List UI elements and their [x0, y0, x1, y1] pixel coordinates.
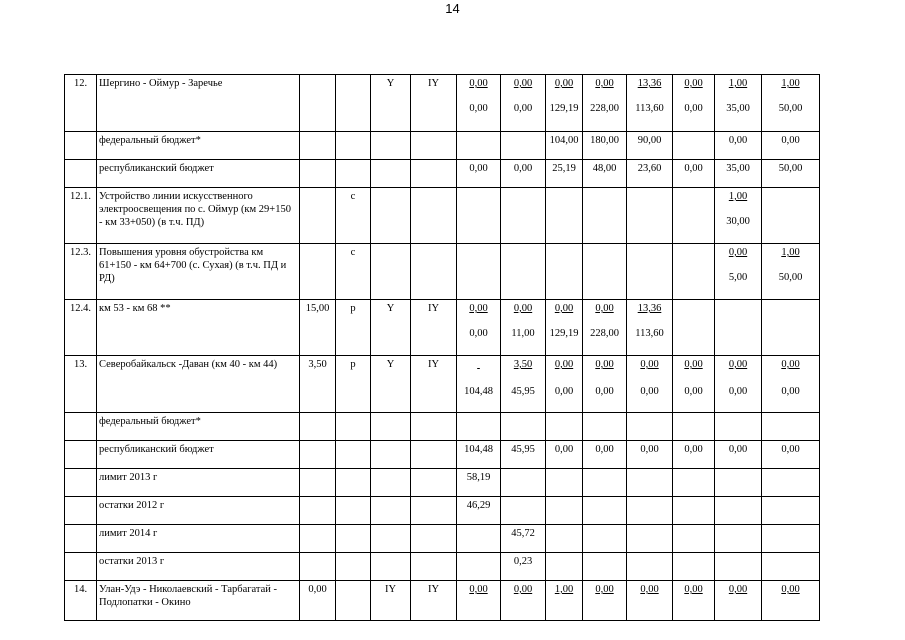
table-row: [65, 497, 820, 525]
table-row: [65, 469, 820, 497]
category-to: IY: [411, 581, 457, 621]
object-name: Шергино - Оймур - Заречье: [97, 75, 300, 132]
object-name: Улан-Удэ - Николаевский - Тарбагатай - Подлопатки - Окино: [97, 581, 300, 621]
row-number: 14.: [65, 581, 97, 621]
value-cell: 0,00: [583, 581, 627, 621]
value-cell: 58,19: [457, 469, 501, 497]
value-cell: 0,00: [501, 581, 546, 621]
limit-label: лимит 2013 г: [97, 469, 300, 497]
row-number: 12.1.: [65, 188, 97, 244]
length-cell: 15,00: [300, 300, 336, 356]
value-cell: 0,00 0,00: [673, 356, 715, 413]
category-from: IY: [371, 581, 411, 621]
value-cell: 0,00 11,00: [501, 300, 546, 356]
category-to: IY: [411, 356, 457, 413]
category-to: IY: [411, 75, 457, 132]
value-cell: 0,00: [715, 132, 762, 160]
value-cell: 0,00: [583, 441, 627, 469]
value-cell: 45,95: [501, 441, 546, 469]
value-cell: 0,00 0,00: [673, 75, 715, 132]
value-cell: 0,00 0,00: [501, 75, 546, 132]
value-cell: 0,00 228,00: [583, 75, 627, 132]
value-cell: 104,00: [546, 132, 583, 160]
table-row: [65, 413, 820, 441]
row-number: 12.3.: [65, 244, 97, 300]
value-cell: 1,00 30,00: [715, 188, 762, 244]
row-number: 12.4.: [65, 300, 97, 356]
category-from: Y: [371, 300, 411, 356]
table-row: [65, 525, 820, 553]
value-cell: 45,72: [501, 525, 546, 553]
value-cell: [501, 132, 546, 160]
value-cell: 1,00 35,00: [715, 75, 762, 132]
work-type-cell: р: [336, 356, 371, 413]
value-cell: 48,00: [583, 160, 627, 188]
value-cell: 0,00 0,00: [583, 356, 627, 413]
value-cell: 0,00: [627, 441, 673, 469]
table-row: [65, 441, 820, 469]
limit-label: лимит 2014 г: [97, 525, 300, 553]
value-cell: 0,00 0,00: [546, 356, 583, 413]
value-cell: 0,00: [457, 581, 501, 621]
value-cell: 0,00: [762, 581, 820, 621]
value-cell: 0,00: [627, 581, 673, 621]
value-cell: [673, 132, 715, 160]
value-cell: 0,00 129,19: [546, 300, 583, 356]
length-cell: 3,50: [300, 356, 336, 413]
object-name: Северобайкальск -Даван (км 40 - км 44): [97, 356, 300, 413]
value-cell: 23,60: [627, 160, 673, 188]
work-type-cell: [336, 581, 371, 621]
object-name: Повышения уровня обустройства км 61+150 - км 64+700 (с. Сухая) (в т.ч. ПД и РД): [97, 244, 300, 300]
value-cell: 46,29: [457, 497, 501, 525]
funding-source-label: республиканский бюджет: [97, 160, 300, 188]
value-cell: 0,00: [762, 132, 820, 160]
value-cell: 0,00 5,00: [715, 244, 762, 300]
remainder-label: остатки 2012 г: [97, 497, 300, 525]
value-cell: 0,00 0,00: [627, 356, 673, 413]
row-number: 13.: [65, 356, 97, 413]
category-from: Y: [371, 356, 411, 413]
table-row: [65, 132, 820, 160]
value-cell: [457, 132, 501, 160]
value-cell: 0,00: [715, 441, 762, 469]
value-cell: 0,00: [762, 441, 820, 469]
value-cell: 0,00: [457, 160, 501, 188]
value-cell: 1,00 50,00: [762, 244, 820, 300]
funding-source-label: федеральный бюджет*: [97, 413, 300, 441]
object-name: км 53 - км 68 **: [97, 300, 300, 356]
remainder-label: остатки 2013 г: [97, 553, 300, 581]
table-row: [65, 244, 820, 300]
value-cell: 0,00: [673, 160, 715, 188]
funding-source-label: федеральный бюджет*: [97, 132, 300, 160]
value-cell: 35,00: [715, 160, 762, 188]
table-row: [65, 188, 820, 244]
value-cell: 0,00: [501, 160, 546, 188]
road-works-table: [64, 74, 820, 621]
value-cell: 13,36 113,60: [627, 300, 673, 356]
work-type-cell: с: [336, 244, 371, 300]
table-row: [65, 581, 820, 621]
value-cell: 90,00: [627, 132, 673, 160]
value-cell: 13,36 113,60: [627, 75, 673, 132]
table-row: [65, 356, 820, 413]
value-cell: 50,00: [762, 160, 820, 188]
value-cell: 0,00 0,00: [457, 300, 501, 356]
value-cell: 0,23: [501, 553, 546, 581]
value-cell: 0,00 129,19: [546, 75, 583, 132]
work-type-cell: с: [336, 188, 371, 244]
table-row: [65, 160, 820, 188]
value-cell: 0,00: [546, 441, 583, 469]
work-type-cell: [336, 75, 371, 132]
value-cell: 25,19: [546, 160, 583, 188]
table-row: [65, 75, 820, 132]
value-cell: 104,48: [457, 356, 501, 413]
work-type-cell: р: [336, 300, 371, 356]
object-name: Устройство линии искусственного электроосвещения по с. Оймур (км 29+150 - км 33+050) (в т.ч. ПД): [97, 188, 300, 244]
row-number: 12.: [65, 75, 97, 132]
value-cell: 1,00 50,00: [762, 75, 820, 132]
length-cell: [300, 75, 336, 132]
funding-source-label: республиканский бюджет: [97, 441, 300, 469]
value-cell: 0,00: [715, 581, 762, 621]
value-cell: 104,48: [457, 441, 501, 469]
category-from: Y: [371, 75, 411, 132]
table-row: [65, 553, 820, 581]
value-cell: 0,00 0,00: [762, 356, 820, 413]
value-cell: 0,00 228,00: [583, 300, 627, 356]
length-cell: 0,00: [300, 581, 336, 621]
value-cell: 0,00 0,00: [457, 75, 501, 132]
category-to: IY: [411, 300, 457, 356]
table-row: [65, 300, 820, 356]
value-cell: 0,00: [673, 441, 715, 469]
value-cell: 3,50 45,95: [501, 356, 546, 413]
value-cell: 1,00: [546, 581, 583, 621]
value-cell: 0,00 0,00: [715, 356, 762, 413]
value-cell: 180,00: [583, 132, 627, 160]
page-number: 14: [445, 1, 460, 16]
value-cell: 0,00: [673, 581, 715, 621]
